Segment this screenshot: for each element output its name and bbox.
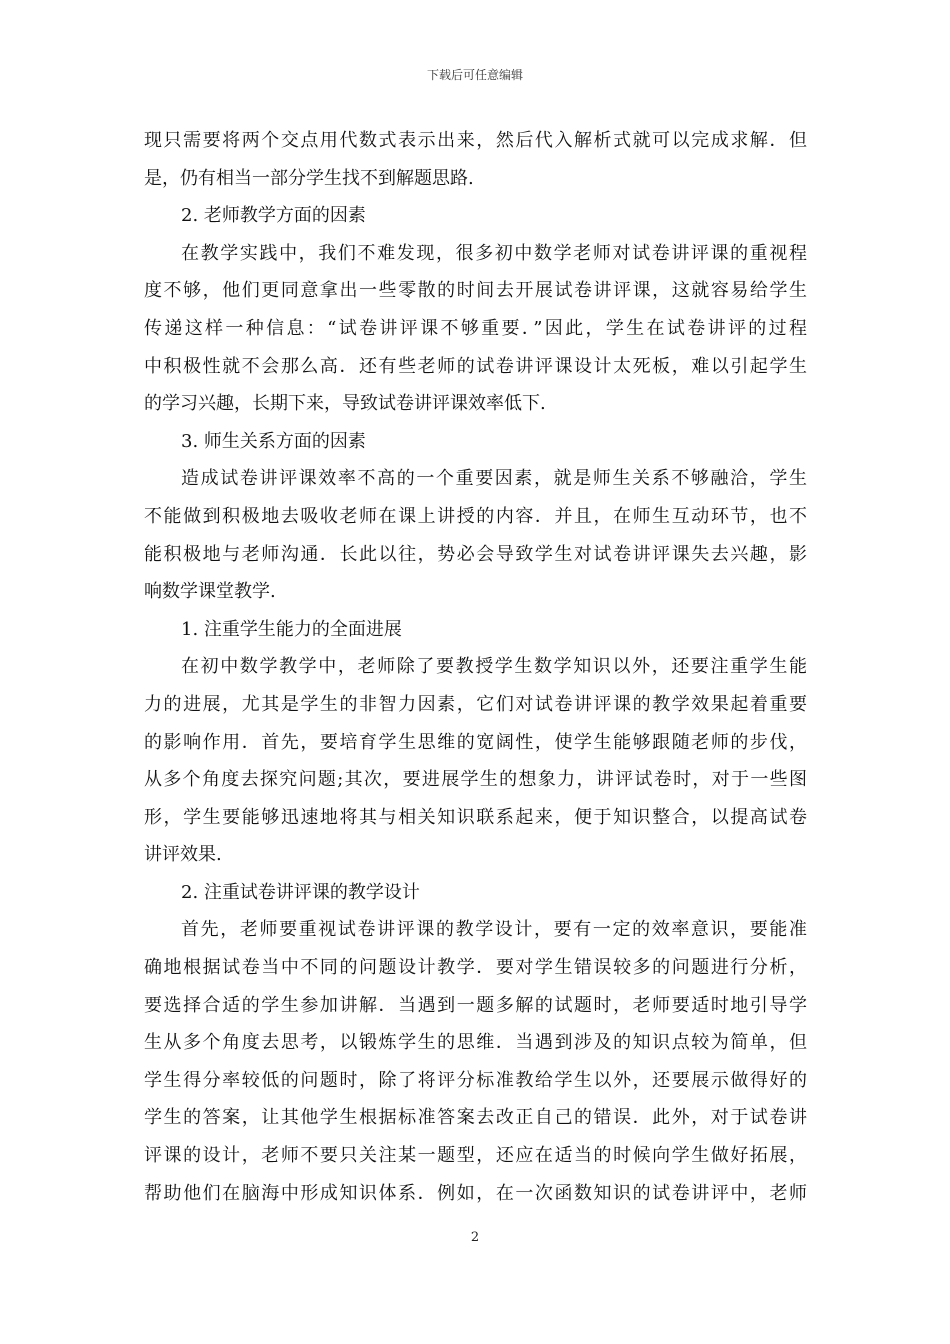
text-line: 从多个角度去探究问题;其次，要进展学生的想象力，讲评试卷时，对于一些图: [144, 769, 807, 791]
text-line: 是，仍有相当一部分学生找不到解题思路.: [144, 167, 474, 189]
text-line: 学生得分率较低的问题时，除了将评分标准教给学生以外，还要展示做得好的: [144, 1069, 807, 1091]
section-heading: 3. 师生关系方面的因素: [181, 430, 366, 452]
text-line: 评课的设计，老师不要只关注某一题型，还应在适当的时候向学生做好拓展，: [144, 1145, 807, 1167]
text-line: 力的进展，尤其是学生的非智力因素，它们对试卷讲评课的教学效果起着重要: [144, 693, 807, 715]
text-line: 要选择合适的学生参加讲解．当遇到一题多解的试题时，老师要适时地引导学: [144, 994, 807, 1016]
text-line: 造成试卷讲评课效率不高的一个重要因素，就是师生关系不够融洽，学生: [181, 468, 807, 490]
text-line: 讲评效果.: [144, 844, 222, 866]
text-line: 确地根据试卷当中不同的问题设计教学．要对学生错误较多的问题进行分析，: [144, 957, 807, 979]
text-line: 能积极地与老师沟通．长此以往，势必会导致学生对试卷讲评课失去兴趣，影: [144, 543, 807, 565]
document-body: [144, 122, 807, 1212]
text-line: 不能做到积极地去吸收老师在课上讲授的内容．并且，在师生互动环节，也不: [144, 505, 807, 527]
text-line: 现只需要将两个交点用代数式表示出来，然后代入解析式就可以完成求解．但: [144, 130, 807, 151]
section-heading: 2. 老师教学方面的因素: [181, 205, 366, 227]
page-number: 2: [470, 1230, 480, 1245]
text-line: 帮助他们在脑海中形成知识体系．例如，在一次函数知识的试卷讲评中，老师: [144, 1182, 807, 1204]
text-line: 学生的答案，让其他学生根据标准答案去改正自己的错误．此外，对于试卷讲: [144, 1107, 807, 1129]
text-line: 生从多个角度去思考，以锻炼学生的思维．当遇到涉及的知识点较为简单，但: [144, 1032, 807, 1054]
text-line: 的影响作用．首先，要培育学生思维的宽阔性，使学生能够跟随老师的步伐，: [144, 731, 807, 753]
text-line: 在教学实践中，我们不难发现，很多初中数学老师对试卷讲评课的重视程: [181, 242, 807, 264]
page-header: 下载后可任意编辑: [426, 68, 523, 82]
text-line: 传递这样一种信息：“试卷讲评课不够重要．”因此，学生在试卷讲评的过程: [144, 317, 807, 339]
text-line: 的学习兴趣，长期下来，导致试卷讲评课效率低下.: [144, 393, 546, 415]
text-line: 度不够，他们更同意拿出一些零散的时间去开展试卷讲评课，这就容易给学生: [144, 280, 807, 302]
text-line: 形，学生要能够迅速地将其与相关知识联系起来，便于知识整合，以提高试卷: [144, 806, 807, 828]
section-heading: 2. 注重试卷讲评课的教学设计: [181, 881, 420, 903]
section-heading: 1. 注重学生能力的全面进展: [181, 618, 402, 640]
text-line: 在初中数学教学中，老师除了要教授学生数学知识以外，还要注重学生能: [181, 656, 807, 678]
text-line: 响数学课堂教学.: [144, 581, 276, 603]
text-line: 中积极性就不会那么高．还有些老师的试卷讲评课设计太死板，难以引起学生: [144, 355, 807, 377]
text-line: 首先，老师要重视试卷讲评课的教学设计，要有一定的效率意识，要能准: [181, 919, 807, 941]
